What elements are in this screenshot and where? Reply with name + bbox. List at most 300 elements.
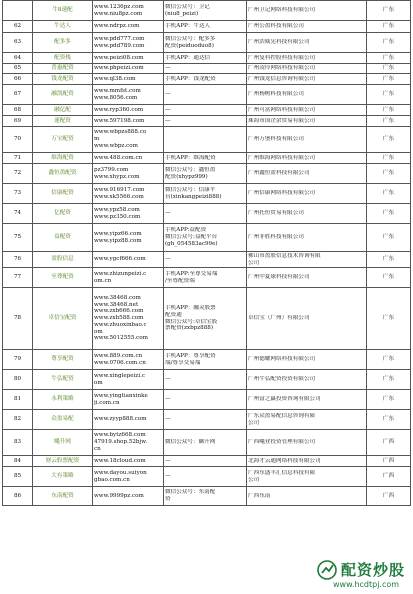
wechat-app-cell (164, 33, 247, 53)
province-cell: 广东 (367, 204, 411, 224)
platform-name: 牛弘配资 (33, 370, 93, 390)
row-number: 62 (3, 21, 33, 33)
platform-name: 永利策略 (33, 390, 93, 410)
company-cell (247, 164, 367, 184)
website-cell (93, 21, 164, 33)
table-row (3, 204, 411, 224)
wx-line: 端/尊享交易端 (165, 359, 201, 366)
company-line: 广西东南 (248, 492, 271, 499)
website-cell (93, 127, 164, 153)
company-line: 广州可富网络科技有限公司 (248, 106, 316, 113)
company-line: 广州德耀网络科技有限公司 (248, 356, 316, 363)
table-row (3, 64, 411, 74)
province-cell: 广东 (367, 85, 411, 105)
company-line: 广州浩威宪科技有限公司 (248, 39, 310, 46)
company-cell (247, 224, 367, 252)
table-row (3, 224, 411, 252)
row-number: 86 (3, 487, 33, 506)
company-cell (247, 64, 367, 74)
table-row (3, 487, 411, 506)
province-cell: 广东 (367, 153, 411, 164)
url-line: www.zhizunpeizi.c (94, 270, 147, 277)
wx-line: 微信公众号:卓信宝股 (165, 318, 218, 325)
row-number: 68 (3, 105, 33, 116)
company-cell (247, 204, 367, 224)
company-line: 广州鑫恒盈科技有限公司 (248, 170, 310, 177)
province-cell: 广东 (367, 53, 411, 64)
row-number: 84 (3, 456, 33, 467)
url-line: pz3799.com (94, 166, 129, 173)
company-cell (247, 53, 367, 64)
wx-line: 手机APP：钱龙配资 (165, 75, 216, 82)
company-cell (247, 456, 367, 467)
wechat-app-cell (164, 164, 247, 184)
watermark-url: www.hcdtpj.com (333, 580, 400, 589)
wx-line: — (165, 457, 171, 464)
website-cell (93, 184, 164, 204)
platform-name: 至尊配资 (33, 268, 93, 288)
platform-name: 财云股票配资 (33, 456, 93, 467)
company-cell (247, 430, 367, 456)
platform-name: 鑫恒盈配资 (33, 164, 93, 184)
wx-line: — (165, 210, 171, 217)
province-cell: 广东 (367, 390, 411, 410)
wx-line: 微信公众号：东南配 (165, 489, 216, 496)
platform-name: 飚升网 (33, 430, 93, 456)
watermark-text: 配资炒股 (341, 561, 406, 579)
website-cell (93, 224, 164, 252)
table-row (3, 184, 411, 204)
company-line: 广州富之赢投资咨询有限公司 (248, 396, 321, 403)
table-row (3, 370, 411, 390)
platform-name: 万宝配资 (33, 127, 93, 153)
company-line: 广州卫记网络科技有限公司 (248, 7, 316, 14)
url-line: www.18cloud.com (94, 457, 146, 464)
url-line: www.mmfst.com (94, 87, 141, 94)
wechat-app-cell (164, 1, 247, 21)
website-cell (93, 153, 164, 164)
company-cell (247, 153, 367, 164)
wechat-app-cell (164, 153, 247, 164)
url-line: www.xinglepeizi.c (94, 372, 146, 379)
wx-line: 手机APP：牛达人 (165, 23, 211, 30)
wx-line: 手机APP：融灵股票 (165, 304, 216, 311)
row-number: 66 (3, 74, 33, 85)
row-number: 73 (3, 184, 33, 204)
company-line: 广州复科控股科技有限公司 (248, 54, 316, 61)
wx-line: 配资(xhypz999) (165, 173, 208, 180)
url-line: www.bytz668.com (94, 432, 146, 439)
url-line: www.xk5566.com (94, 193, 144, 200)
table-row (3, 350, 411, 370)
row-number: 75 (3, 224, 33, 252)
url-line: www.yipz66.com (94, 230, 142, 237)
company-cell (247, 85, 367, 105)
row-number: 85 (3, 467, 33, 487)
row-number: 81 (3, 390, 33, 410)
company-line: 广州维海网络科技有限公司 (248, 154, 316, 161)
row-number: 70 (3, 127, 33, 153)
table-row (3, 21, 411, 33)
province-cell: 广东 (367, 252, 411, 268)
wechat-app-cell (164, 184, 247, 204)
wx-line: (gh_054583ac99e) (165, 240, 218, 247)
row-number: 76 (3, 252, 33, 268)
wechat-app-cell (164, 116, 247, 127)
url-line: www.wbpz.com (94, 142, 138, 149)
url-line: www.yipz88.com (94, 237, 142, 244)
wechat-app-cell (164, 252, 247, 268)
url-line: www.yingtianxinke (94, 392, 148, 399)
company-cell (247, 116, 367, 127)
wechat-app-cell (164, 105, 247, 116)
url-line: om (94, 379, 103, 386)
table-row (3, 53, 411, 64)
wx-line: 微信公众号：卫记 (165, 3, 210, 10)
wx-line: 手机APP:至尊交易端 (165, 270, 218, 277)
website-cell (93, 487, 164, 506)
company-cell (247, 105, 367, 116)
wechat-app-cell (164, 370, 247, 390)
platform-name: 东南配资 (33, 487, 93, 506)
platform-name: 速配资 (33, 116, 93, 127)
platform-name: 普惠配资 (33, 64, 93, 74)
url-line: www.dayou.suiyon (94, 469, 147, 476)
platform-table (2, 0, 411, 506)
url-line: www.0706.com.cn (94, 359, 146, 366)
table-row (3, 410, 411, 430)
url-line: www.pz350.com (94, 213, 141, 220)
url-line: om (94, 328, 103, 335)
wx-line: 微信公众号：飙升网 (165, 439, 216, 446)
row-number: 67 (3, 85, 33, 105)
table-row (3, 105, 411, 116)
website-cell (93, 288, 164, 350)
wx-line: 微信公众号：鑫恒盈 (165, 166, 216, 173)
wechat-app-cell (164, 390, 247, 410)
company-line: 公司 (248, 259, 260, 266)
wx-line: 微信公众号：配多多 (165, 35, 216, 42)
website-cell (93, 430, 164, 456)
url-line: www.916917.com (94, 186, 145, 193)
company-cell (247, 33, 367, 53)
company-line: 广州钱龙信息咨询有限公司 (248, 75, 316, 82)
wx-line: — (165, 376, 171, 383)
website-cell (93, 370, 164, 390)
url-line: www.38468.com (94, 294, 141, 301)
company-cell (247, 252, 367, 268)
table-row (3, 288, 411, 350)
platform-name: 牛达人 (33, 21, 93, 33)
row-number: 80 (3, 370, 33, 390)
province-cell: 广东 (367, 288, 411, 350)
company-line: 北海才云通网络科技有限公司 (248, 457, 321, 464)
company-line: 广州公盈科技有限公司 (248, 23, 304, 30)
platform-name: 配多多 (33, 33, 93, 53)
province-cell: 广东 (367, 105, 411, 116)
company-cell (247, 390, 367, 410)
url-line: www.ypz58.com (94, 206, 140, 213)
platform-name: 融凯配资 (33, 85, 93, 105)
platform-name: 牛8速配 (33, 1, 93, 21)
company-line: 卓信宝（广州）有限公司 (248, 315, 310, 322)
wechat-app-cell (164, 53, 247, 64)
wx-line: 票配资(zxbpz888) (165, 325, 214, 332)
url-line: www.488.com.cn (94, 154, 143, 161)
wechat-app-cell (164, 224, 247, 252)
row-number: 82 (3, 410, 33, 430)
wechat-app-cell (164, 21, 247, 33)
website-cell (93, 350, 164, 370)
province-cell: 广东 (367, 164, 411, 184)
website-cell (93, 252, 164, 268)
wx-line: — (165, 256, 171, 263)
url-line: www.ygcf666.com (94, 256, 146, 263)
platform-name: 大有策略 (33, 467, 93, 487)
company-cell (247, 288, 367, 350)
wx-line: — (165, 106, 171, 113)
row-number: 74 (3, 204, 33, 224)
platform-name: 卓信宝配资 (33, 288, 93, 350)
province-cell: 广东 (367, 350, 411, 370)
table-row (3, 33, 411, 53)
row-number: 63 (3, 33, 33, 53)
company-line: 广州中夏球科技有限公司 (248, 274, 310, 281)
wx-line: — (165, 416, 171, 423)
row-number (3, 1, 33, 21)
company-line: 广州托恒贸易有限公司 (248, 210, 304, 217)
wx-line: 配资通 (165, 311, 182, 318)
website-cell (93, 204, 164, 224)
website-cell (93, 268, 164, 288)
table-row (3, 252, 411, 268)
table-row (3, 1, 411, 21)
platform-table-body (3, 1, 411, 506)
url-line: www.peizi08.com (94, 54, 144, 61)
province-cell: 广东 (367, 21, 411, 33)
url-line: ji.com.cn (94, 399, 120, 406)
wx-line: — (165, 65, 171, 72)
url-line: www.ql38.com (94, 75, 136, 82)
watermark-logo (315, 558, 411, 594)
url-line: cn (94, 445, 101, 452)
platform-name: 信康配资 (33, 184, 93, 204)
province-cell: 广东 (367, 184, 411, 204)
website-cell (93, 105, 164, 116)
wechat-app-cell (164, 64, 247, 74)
url-line: www.zhuoxinbao.c (94, 321, 147, 328)
company-line: 广州杨树科技有限公司 (248, 91, 304, 98)
province-cell: 广东 (367, 224, 411, 252)
platform-name: 钱龙配资 (33, 74, 93, 85)
url-line: www.pdd777.com (94, 35, 145, 42)
wx-line: 微信公众号:益配平台 (165, 234, 218, 241)
url-line: www.wbpzs888.co (94, 129, 147, 136)
company-cell (247, 184, 367, 204)
company-cell (247, 410, 367, 430)
company-cell (247, 127, 367, 153)
platform-name: 盈股信息 (33, 252, 93, 268)
row-number: 79 (3, 350, 33, 370)
url-line: om.cn (94, 277, 112, 284)
wechat-app-cell (164, 85, 247, 105)
website-cell (93, 164, 164, 184)
wechat-app-cell (164, 410, 247, 430)
platform-name: 亿配资 (33, 204, 93, 224)
company-line: 广州非胜科技有限公司 (248, 234, 304, 241)
company-line: 珠海市国企余贸易有限公司 (248, 117, 316, 124)
wx-line: — (165, 117, 171, 124)
url-line: www.597198.com (94, 117, 145, 124)
website-cell (93, 64, 164, 74)
row-number: 64 (3, 53, 33, 64)
website-cell (93, 33, 164, 53)
url-line: www.9999pz.com (94, 492, 144, 499)
table-row (3, 85, 411, 105)
url-line: www.niu8pz.com (94, 10, 143, 17)
wx-line: 手机APP:益配资 (165, 227, 207, 234)
wx-line: /至尊配资端 (165, 277, 195, 284)
website-cell (93, 85, 164, 105)
wechat-app-cell (164, 288, 247, 350)
wx-line: 微信公众号：信康平 (165, 186, 216, 193)
url-line: www.phpeizi.com (94, 65, 144, 72)
province-cell: 广西 (367, 456, 411, 467)
table-row (3, 164, 411, 184)
url-line: www.5012555.com (94, 335, 148, 342)
platform-name: 尊享配资 (33, 350, 93, 370)
wechat-app-cell (164, 430, 247, 456)
platform-name: 众盈易配 (33, 410, 93, 430)
company-line: 公司 (248, 476, 260, 483)
company-cell (247, 487, 367, 506)
url-line: www.pdd789.com (94, 42, 145, 49)
company-cell (247, 467, 367, 487)
table-row (3, 268, 411, 288)
wechat-app-cell (164, 268, 247, 288)
url-line: gbao.com.cn (94, 476, 130, 483)
row-number: 78 (3, 288, 33, 350)
website-cell (93, 116, 164, 127)
row-number: 69 (3, 116, 33, 127)
company-line: 广西飚业投资管理有限公司 (248, 439, 316, 446)
wechat-app-cell (164, 350, 247, 370)
platform-name: 益配资 (33, 224, 93, 252)
wx-line: (niu8_peizi) (165, 10, 199, 17)
province-cell: 广东 (367, 33, 411, 53)
website-cell (93, 53, 164, 64)
wx-line: — (165, 91, 171, 98)
company-line: 广州信康网络科技有限公司 (248, 190, 316, 197)
row-number: 65 (3, 64, 33, 74)
company-cell (247, 350, 367, 370)
wechat-app-cell (164, 127, 247, 153)
website-cell (93, 390, 164, 410)
company-cell (247, 21, 367, 33)
wx-line: 手机APP：维海配资 (165, 154, 216, 161)
province-cell: 广东 (367, 116, 411, 127)
table-row (3, 390, 411, 410)
url-line: www.zyyp888.com (94, 416, 147, 423)
table-row (3, 74, 411, 85)
province-cell: 广西 (367, 487, 411, 506)
platform-name: 配资栈 (33, 53, 93, 64)
province-cell: 广东 (367, 1, 411, 21)
company-cell (247, 74, 367, 85)
row-number: 77 (3, 268, 33, 288)
wechat-app-cell (164, 467, 247, 487)
website-cell (93, 467, 164, 487)
wechat-app-cell (164, 204, 247, 224)
wx-line: — (165, 396, 171, 403)
platform-name: 维海配资 (33, 153, 93, 164)
company-line: 广州万堡科技有限公司 (248, 136, 304, 143)
url-line: www.ndrpz.com (94, 23, 140, 30)
company-line: 广州牛弘配资投资有限公司 (248, 376, 316, 383)
table-row (3, 127, 411, 153)
table-row (3, 153, 411, 164)
website-cell (93, 1, 164, 21)
company-cell (247, 370, 367, 390)
row-number: 71 (3, 153, 33, 164)
table-row (3, 456, 411, 467)
url-line: 47919.shop.52bjw. (94, 439, 148, 446)
province-cell: 广西 (367, 467, 411, 487)
province-cell: 广东 (367, 268, 411, 288)
url-line: www.ryp360.com (94, 106, 144, 113)
company-line: 广州凌玲网络科技有限公司 (248, 65, 316, 72)
url-line: www.zxb666.com (94, 308, 144, 315)
url-line: www.xhypz.com (94, 173, 140, 180)
province-cell: 广东 (367, 370, 411, 390)
row-number: 83 (3, 430, 33, 456)
url-line: www.8056.com (94, 94, 138, 101)
url-line: www.1236pz.com (94, 3, 144, 10)
company-line: 公司 (248, 419, 260, 426)
table-row (3, 467, 411, 487)
wechat-app-cell (164, 74, 247, 85)
website-cell (93, 456, 164, 467)
province-cell: 广东 (367, 74, 411, 85)
wx-line: 配资(peiduoduo8) (165, 42, 214, 49)
province-cell: 广东 (367, 127, 411, 153)
table-row (3, 116, 411, 127)
wx-line: — (165, 473, 171, 480)
wx-line: 资 (165, 496, 171, 502)
company-line: 广东众盈易配信息咨询有限 (248, 412, 316, 419)
wechat-app-cell (164, 456, 247, 467)
watermark-mark-icon (317, 560, 337, 580)
row-number: 72 (3, 164, 33, 184)
province-cell: 广西 (367, 430, 411, 456)
url-line: www.zxb588.com (94, 315, 144, 322)
platform-name: 融亿配 (33, 105, 93, 116)
url-line: www.889.com.cn (94, 352, 143, 359)
province-cell: 广东 (367, 410, 411, 430)
wechat-app-cell (164, 487, 247, 506)
url-line: www.38468.net (94, 301, 139, 308)
company-line: 广西东盛丰汇信息科技有限 (248, 469, 316, 476)
website-cell (93, 74, 164, 85)
company-cell (247, 268, 367, 288)
company-cell (247, 1, 367, 21)
table-row (3, 430, 411, 456)
website-cell (93, 410, 164, 430)
province-cell: 广东 (367, 64, 411, 74)
wx-line: 手机APP：通达信 (165, 54, 211, 61)
wx-line: 手机APP：尊享配资 (165, 352, 216, 359)
url-line: m (94, 136, 100, 143)
